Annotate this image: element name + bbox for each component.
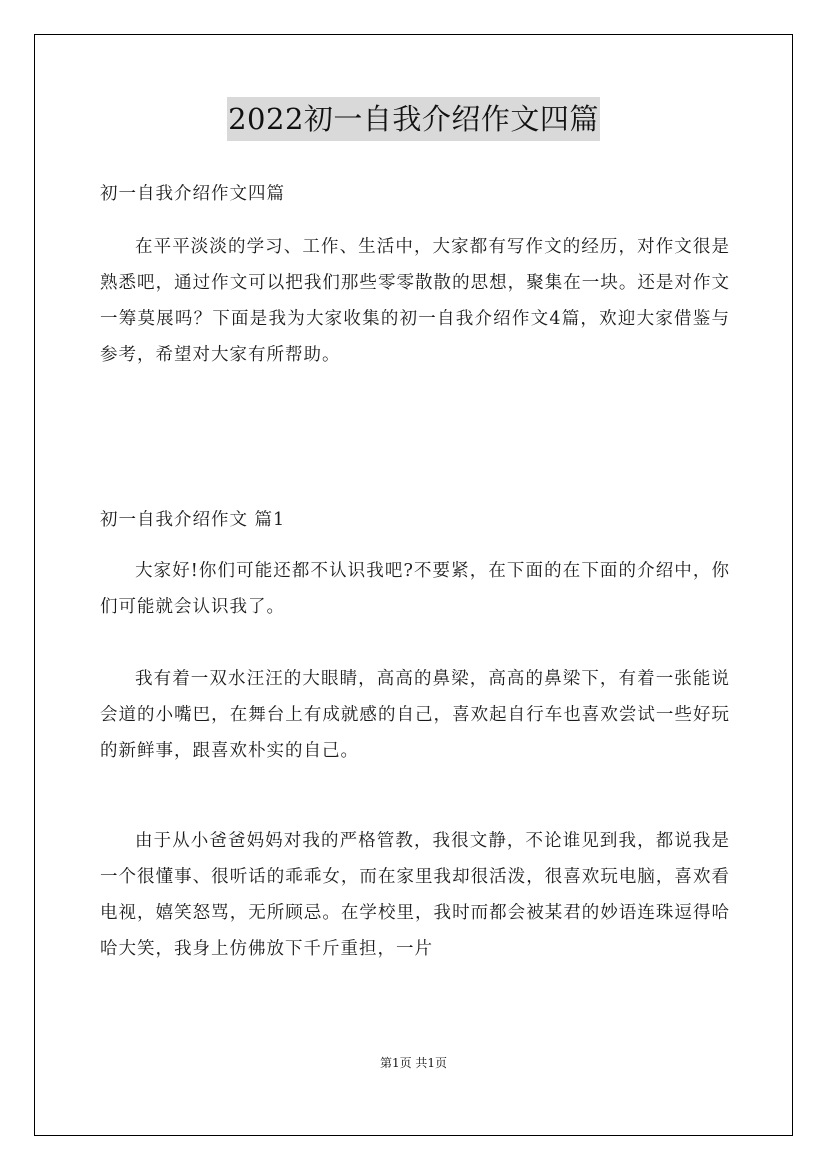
intro-paragraph: 在平平淡淡的学习、工作、生活中，大家都有写作文的经历，对作文很是熟悉吧，通过作文可以把我们那些零零散散的思想，聚集在一块。还是对作文一筹莫展吗？下面是我为大家收集的初一自我介绍作文4篇，欢迎大家借鉴与参考，希望对大家有所帮助。 <box>100 237 730 365</box>
section-paragraph <box>100 823 730 967</box>
section-paragraph-3: 由于从小爸爸妈妈对我的严格管教，我很文静，不论谁见到我，都说我是一个很懂事、很听话的乖乖女，而在家里我却很活泼，很喜欢玩电脑，喜欢看电视，嬉笑怒骂，无所顾忌。在学校里，我时而都会被某君的妙语连珠逗得哈哈大笑，我身上仿佛放下千斤重担，一片 <box>100 831 730 959</box>
document-title: 2022初一自我介绍作文四篇 <box>227 97 600 141</box>
title-container <box>0 97 827 141</box>
intro-block <box>100 229 730 373</box>
section-paragraph-2: 我有着一双水汪汪的大眼睛，高高的鼻梁，高高的鼻梁下，有着一张能说会道的小嘴巴，在舞台上有成就感的自己，喜欢起自行车也喜欢尝试一些好玩的新鲜事，跟喜欢朴实的自己。 <box>100 669 730 761</box>
subtitle: 初一自我介绍作文四篇 <box>100 184 285 204</box>
page-footer: 第1页 共1页 <box>379 1056 448 1070</box>
section-paragraph <box>100 553 730 625</box>
section-heading: 初一自我介绍作文 篇1 <box>100 510 286 530</box>
section-paragraph <box>100 661 730 769</box>
section-paragraph-1: 大家好!你们可能还都不认识我吧?不要紧，在下面的在下面的介绍中，你们可能就会认识我了。 <box>100 561 730 617</box>
